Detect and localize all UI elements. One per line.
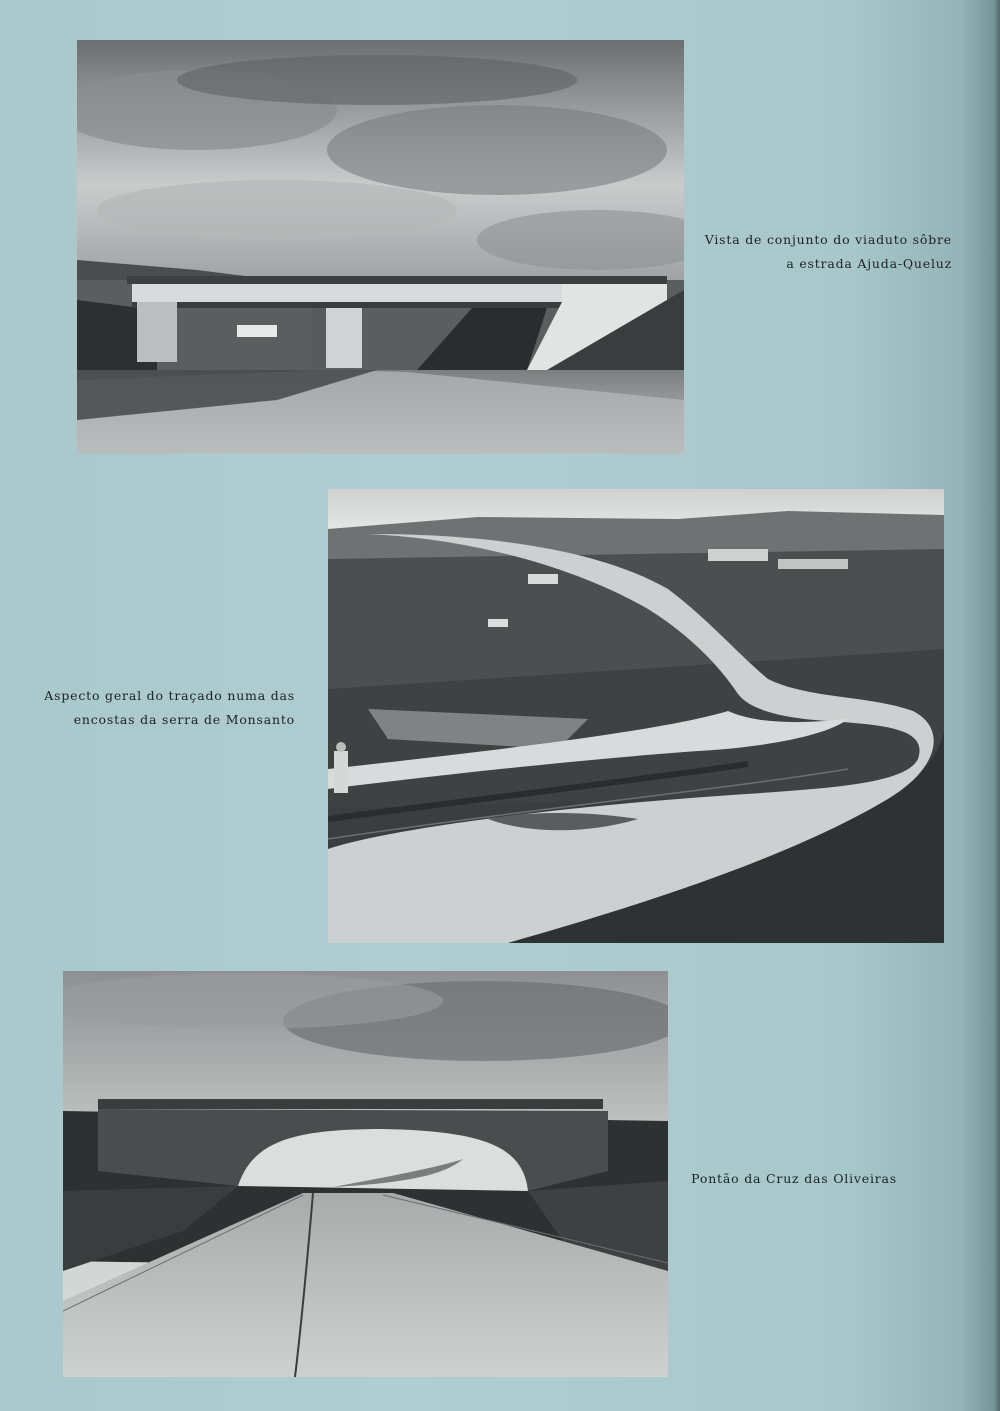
viaduct-image	[77, 40, 684, 454]
photo-road-curve	[328, 489, 944, 943]
road-curve-image	[328, 489, 944, 943]
arch-bridge-image	[63, 971, 668, 1377]
photo-viaduct	[77, 40, 684, 454]
caption-arch-bridge	[690, 1167, 897, 1191]
caption-road-curve	[40, 684, 295, 732]
caption-viaduct	[690, 228, 952, 276]
caption-line: encostas da serra de Monsanto	[73, 712, 295, 727]
photo-arch-bridge	[63, 971, 668, 1377]
caption-line: a estrada Ajuda-Queluz	[786, 256, 952, 271]
page-edge-shadow	[994, 0, 1000, 1411]
caption-line: Pontão da Cruz das Oliveiras	[691, 1171, 897, 1186]
caption-line: Aspecto geral do traçado numa das	[44, 688, 295, 703]
caption-line: Vista de conjunto do viaduto sôbre	[704, 232, 952, 247]
